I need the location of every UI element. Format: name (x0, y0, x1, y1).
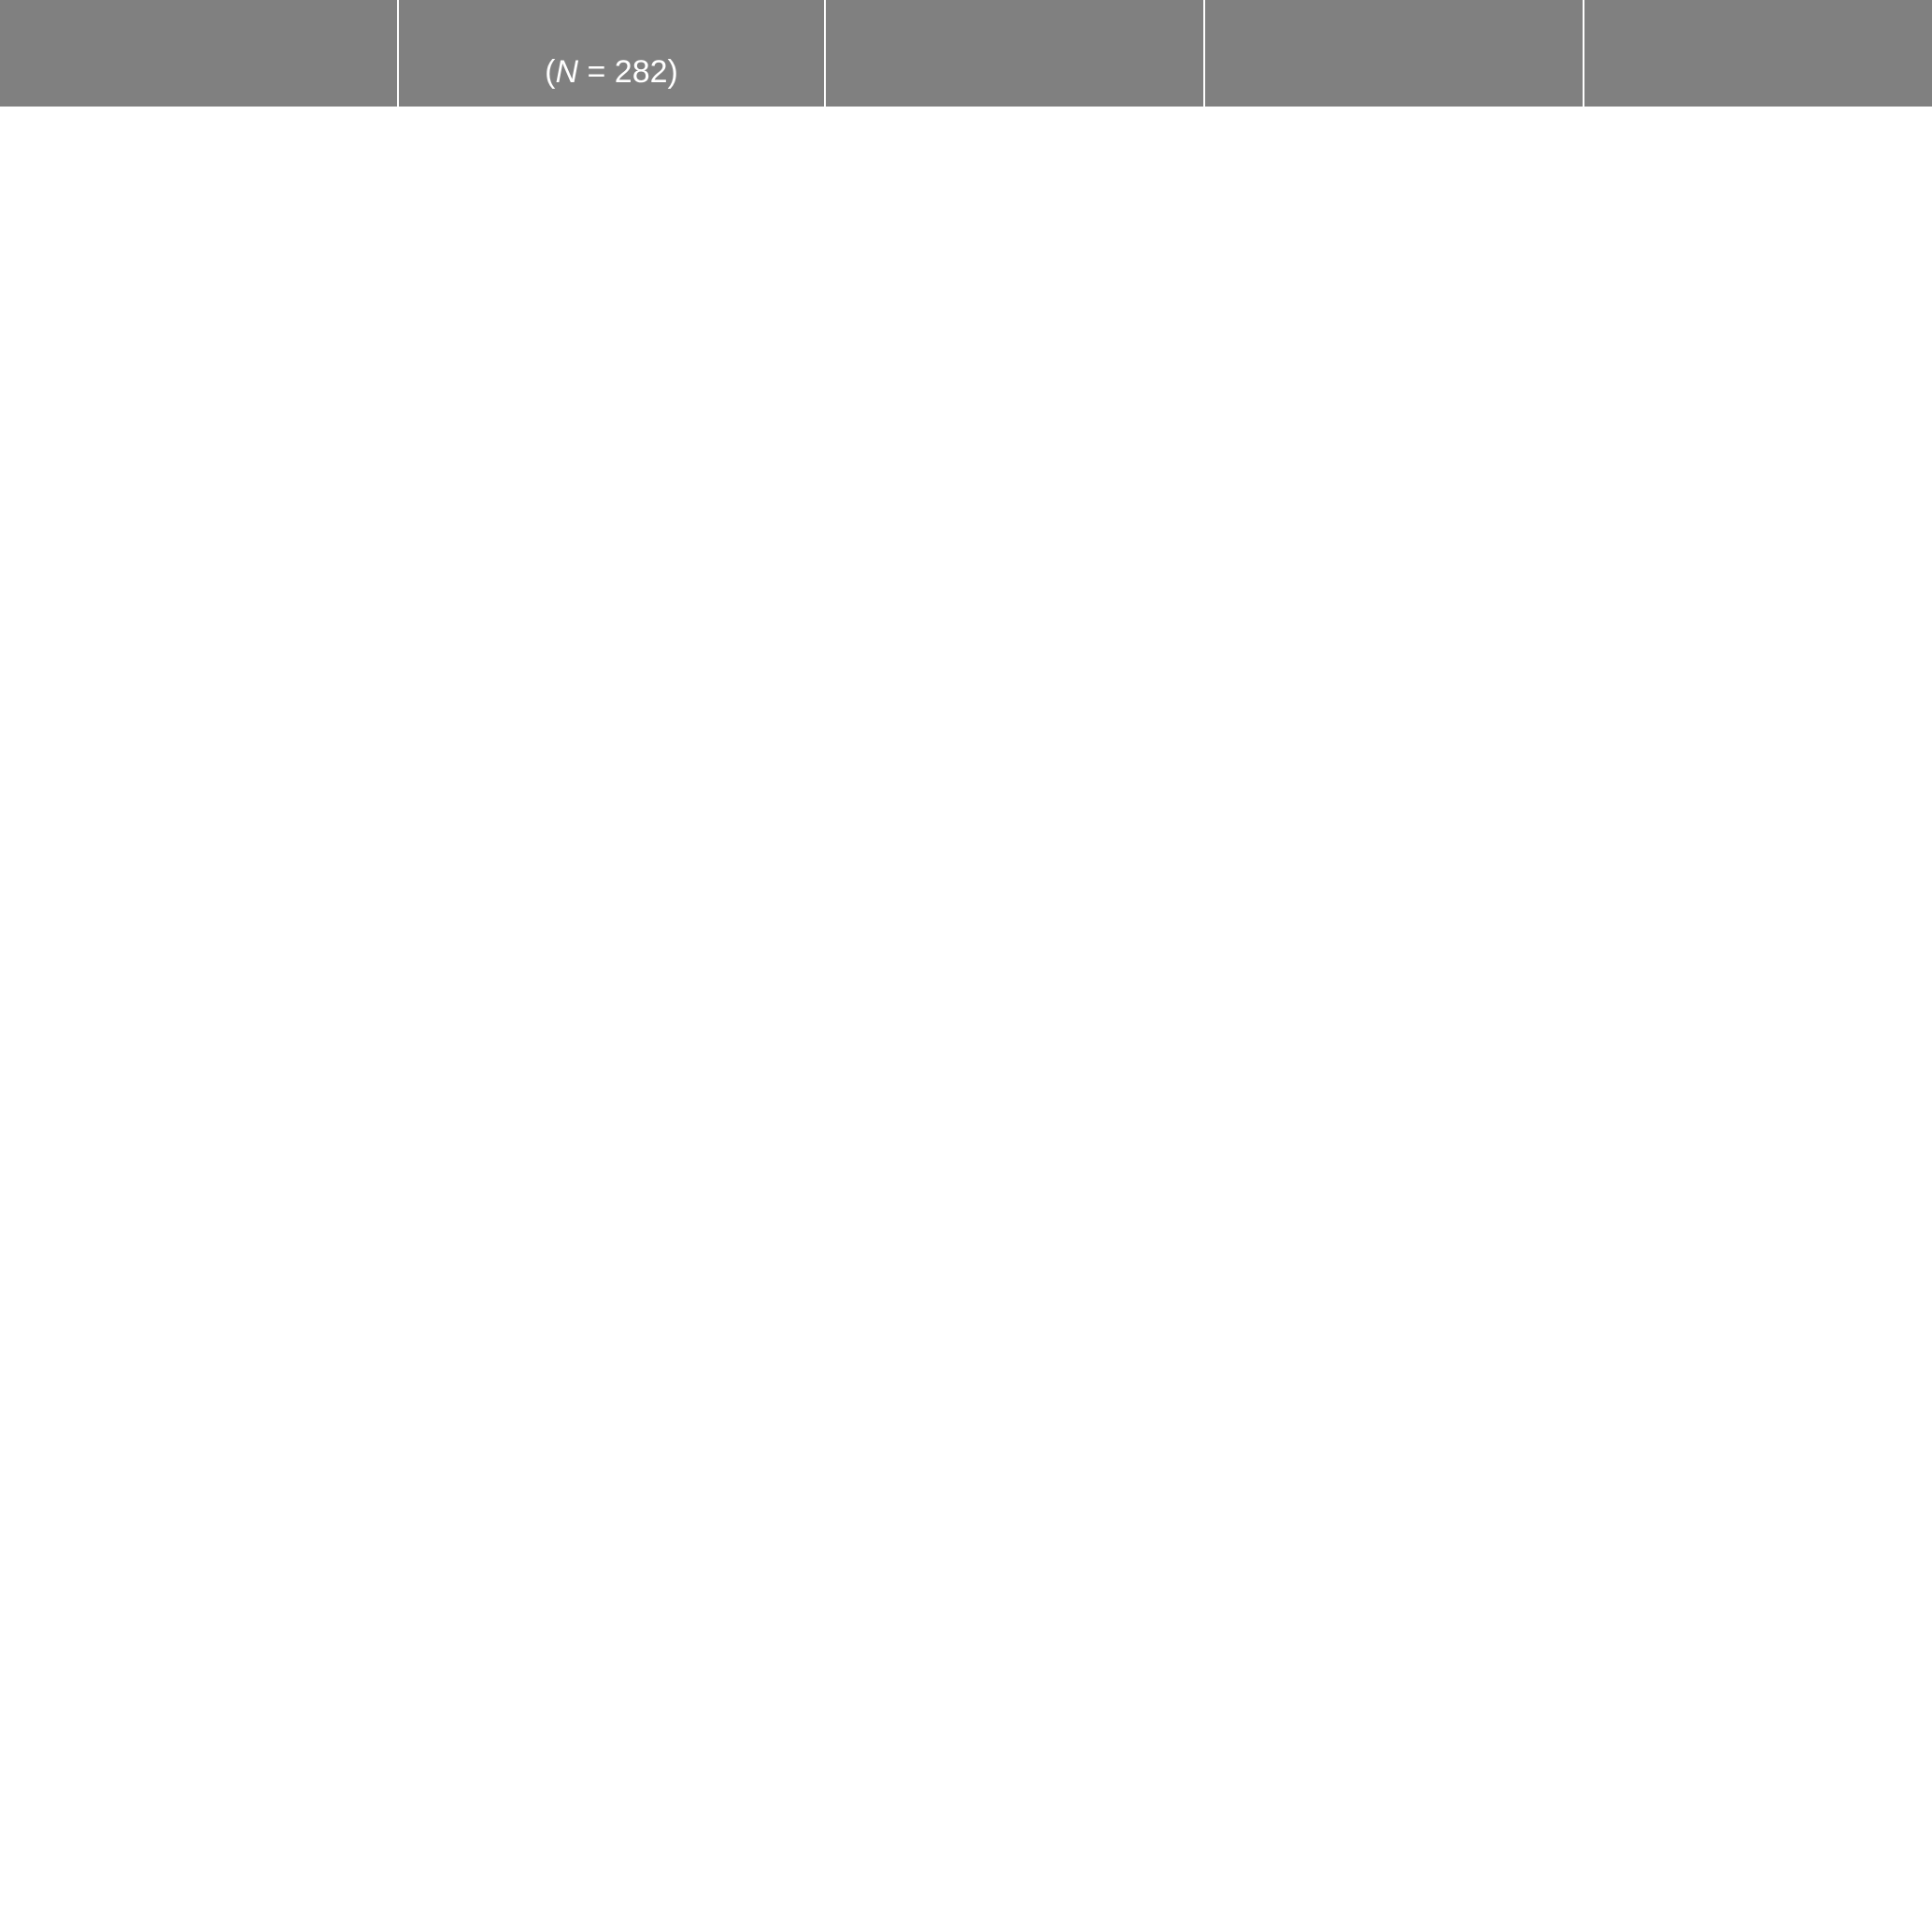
header-agewell (825, 0, 1204, 107)
table-header (0, 0, 1932, 107)
header-combined (398, 0, 825, 107)
header-pvalue (1584, 0, 1932, 107)
header-scdwell (1204, 0, 1584, 107)
header-variable (0, 0, 398, 107)
summary-table (0, 0, 1932, 107)
table-footnote (0, 107, 1932, 120)
header-combined-n: (N = 282) (545, 54, 678, 90)
